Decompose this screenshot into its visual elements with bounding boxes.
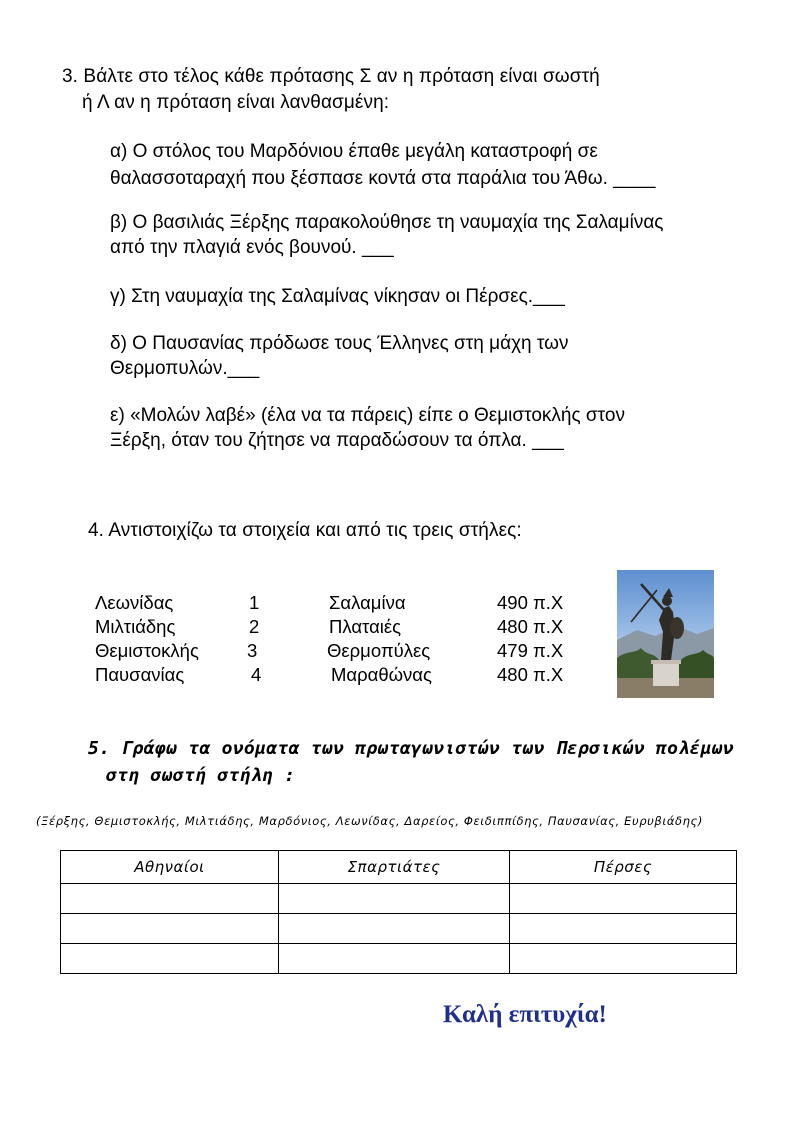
q4-place-2: Πλαταιές <box>329 616 402 637</box>
q4-num-2: 2 <box>249 616 260 637</box>
q5-name-hint: (Ξέρξης, Θεμιστοκλής, Μιλτιάδης, Μαρδόνιος, Λεωνίδας, Δαρείος, Φειδιππίδης, Παυσανίας, Ευρυβιάδης) <box>36 814 703 828</box>
q4-name-3: Θεμιστοκλής <box>95 640 199 661</box>
q4-heading: 4. Αντιστοιχίζω τα στοιχεία και από τις τρεις στήλες: <box>88 520 522 541</box>
q4-name-4: Παυσανίας <box>95 664 185 685</box>
answer-cell[interactable] <box>61 914 279 944</box>
answer-row <box>61 944 737 974</box>
answer-cell[interactable] <box>279 884 510 914</box>
q4-num-3: 3 <box>247 640 258 661</box>
column-header-spartans: Σπαρτιάτες <box>279 851 510 884</box>
q3-item-d-line2: Θερμοπυλών.___ <box>110 358 260 379</box>
answer-cell[interactable] <box>510 914 737 944</box>
q4-place-3: Θερμοπύλες <box>327 640 431 661</box>
q3-item-b-line1: β) Ο βασιλιάς Ξέρξης παρακολούθησε τη ναυμαχία της Σαλαμίνας <box>110 212 664 233</box>
answer-cell[interactable] <box>510 884 737 914</box>
column-header-athenians: Αθηναίοι <box>61 851 279 884</box>
q5-prompt-line2: στη σωστή στήλη : <box>106 765 296 786</box>
q4-place-4: Μαραθώνας <box>331 664 432 685</box>
column-header-persians: Πέρσες <box>510 851 737 884</box>
leonidas-statue-photo <box>617 570 714 698</box>
q3-item-d-line1: δ) Ο Παυσανίας πρόδωσε τους Έλληνες στη μάχη των <box>110 333 569 354</box>
answer-cell[interactable] <box>279 914 510 944</box>
answer-cell[interactable] <box>61 944 279 974</box>
q4-year-4: 480 π.Χ <box>497 664 564 685</box>
q4-name-2: Μιλτιάδης <box>95 616 176 637</box>
q3-item-b-line2: από την πλαγιά ενός βουνού. ___ <box>110 237 394 258</box>
q4-num-4: 4 <box>251 664 262 685</box>
q4-num-1: 1 <box>249 592 260 613</box>
q4-year-1: 490 π.Χ <box>497 592 564 613</box>
q4-place-1: Σαλαμίνα <box>329 592 406 613</box>
answer-row <box>61 914 737 944</box>
answer-cell[interactable] <box>510 944 737 974</box>
answer-row <box>61 884 737 914</box>
q3-item-e-line2: Ξέρξη, όταν του ζήτησε να παραδώσουν τα όπλα. ___ <box>110 430 564 451</box>
q4-year-3: 479 π.Χ <box>497 640 564 661</box>
answer-cell[interactable] <box>61 884 279 914</box>
q3-prompt-line1: 3. Βάλτε στο τέλος κάθε πρότασης Σ αν η πρόταση είναι σωστή <box>62 66 600 87</box>
answer-cell[interactable] <box>279 944 510 974</box>
q3-item-a-line1: α) Ο στόλος του Μαρδόνιου έπαθε μεγάλη καταστροφή σε <box>110 141 598 162</box>
good-luck-message: Καλή επιτυχία! <box>443 1001 607 1028</box>
q5-prompt-line1: 5. Γράφω τα ονόματα των πρωταγωνιστών των Περσικών πολέμων <box>88 738 734 759</box>
answer-table-header <box>61 851 737 884</box>
answer-table <box>60 850 737 974</box>
q4-name-1: Λεωνίδας <box>95 592 174 613</box>
q3-item-c-line1: γ) Στη ναυμαχία της Σαλαμίνας νίκησαν οι Πέρσες.___ <box>110 286 565 307</box>
q3-item-a-line2: θαλασσοταραχή που ξέσπασε κοντά στα παράλια του Άθω. ____ <box>110 168 656 189</box>
q3-prompt-line2: ή Λ αν η πρόταση είναι λανθασμένη: <box>82 92 390 113</box>
q4-year-2: 480 π.Χ <box>497 616 564 637</box>
q3-item-e-line1: ε) «Μολών λαβέ» (έλα να τα πάρεις) είπε ο Θεμιστοκλής στον <box>110 405 625 426</box>
